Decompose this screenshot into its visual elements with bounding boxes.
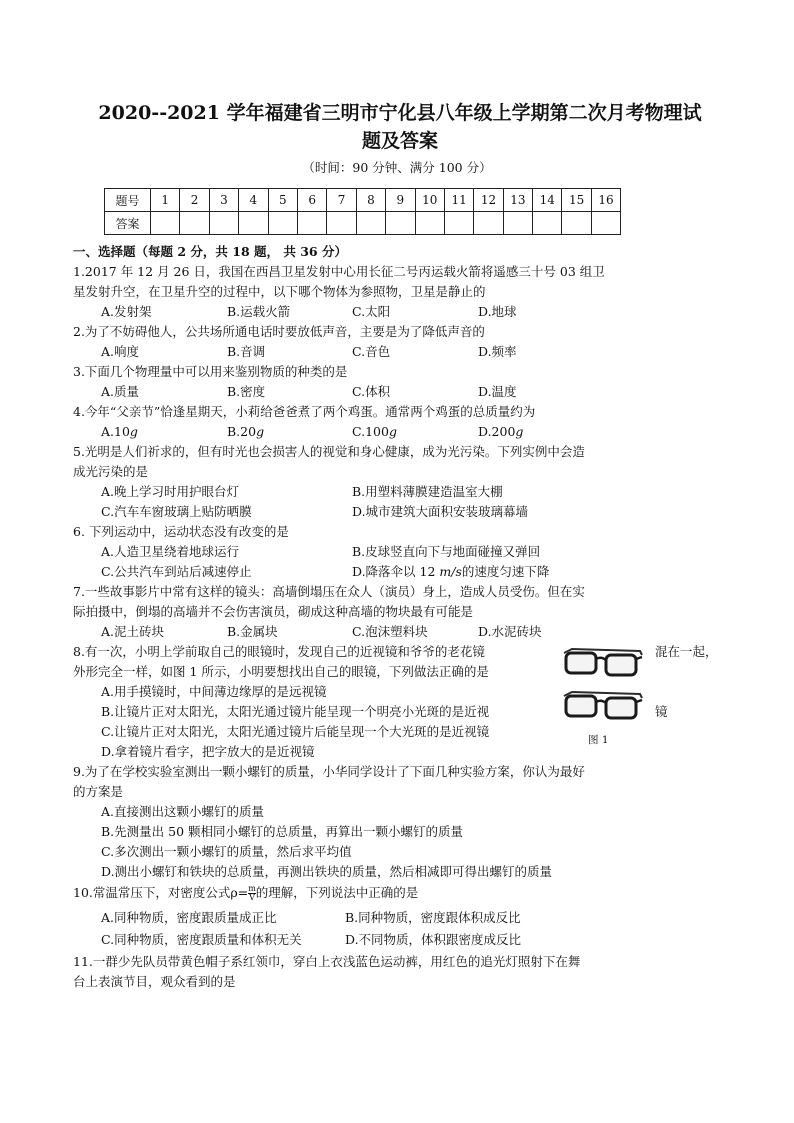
answer-cell[interactable] [444,212,473,235]
q4-option-b-value: B.20 [227,424,257,439]
question-number: 2 [180,189,209,212]
question-number: 10 [415,189,444,212]
answer-cell[interactable] [591,212,620,235]
q9-option-b: B.先测量出 50 颗相同小螺钉的总质量，再算出一颗小螺钉的质量 [101,824,464,839]
q8-stem-line1: 8.有一次，小明上学前取自己的眼镜时，发现自己的近视镜和爷爷的老花镜 [73,644,485,659]
fraction-denominator: V [249,893,255,902]
q5-stem-line1: 5.光明是人们祈求的，但有时光也会损害人的视觉和身心健康，成为光污染。下列实例中会造 [73,444,585,459]
gram-unit: g [256,424,265,439]
row-header-number: 题号 [105,189,151,212]
section-heading: 一、选择题（每题 2 分，共 18 题， 共 36 分） [73,244,347,259]
answer-cell[interactable] [503,212,532,235]
q2-option-b: B.音调 [227,344,266,359]
answer-cell[interactable] [562,212,591,235]
speed-unit: m/s [439,564,462,579]
q11-stem-line2: 台上表演节目，观众看到的是 [73,974,236,989]
q4-option-c [352,422,397,442]
answer-cell[interactable] [180,212,209,235]
question-number: 4 [239,189,268,212]
q1-stem-line2: 星发射升空，在卫星升空的过程中，以下哪个物体为参照物，卫星是静止的 [73,284,486,299]
answer-cell[interactable] [356,212,385,235]
q4-stem: 4.今年“父亲节”恰逢星期天，小莉给爸爸煮了两个鸡蛋。通常两个鸡蛋的总质量约为 [73,404,536,419]
row-header-answer: 答案 [105,212,151,235]
density-formula-fraction [248,885,256,902]
q6-option-b: B.皮球竖直向下与地面碰撞又弹回 [352,544,541,559]
answer-cell[interactable] [209,212,238,235]
q5-option-d: D.城市建筑大面积安装玻璃幕墙 [352,504,529,519]
q6-option-d-suffix: 的速度匀速下降 [461,564,550,579]
glasses-icon [562,688,644,722]
answer-cell[interactable] [386,212,415,235]
q8-option-a: A.用手摸镜时，中间薄边缘厚的是远视镜 [101,684,327,699]
q4-option-c-value: C.100 [352,424,389,439]
q5-option-b: B.用塑料薄膜建造温室大棚 [352,484,503,499]
q2-option-d: D.频率 [478,344,517,359]
answer-cell[interactable] [297,212,326,235]
q3-option-a: A.质量 [101,384,140,399]
q3-option-d: D.温度 [478,384,517,399]
q7-option-a: A.泥土砖块 [101,624,165,639]
question-number: 16 [591,189,620,212]
q1-option-b: B.运载火箭 [227,304,291,319]
q6-option-d [352,562,549,582]
answer-cell[interactable] [474,212,503,235]
q10-stem-suffix: 的理解，下列说法中正确的是 [255,885,419,900]
q1-option-c: C.太阳 [352,304,391,319]
answer-cell[interactable] [239,212,268,235]
question-number: 8 [356,189,385,212]
q8-option-d: D.拿着镜片看字，把字放大的是近视镜 [101,744,315,759]
q2-stem: 2.为了不妨碍他人，公共场所通电话时要放低声音，主要是为了降低声音的 [73,324,485,339]
question-number: 7 [327,189,356,212]
q9-stem-line1: 9.为了在学校实验室测出一颗小螺钉的质量，小华同学设计了下面几种实验方案，你认为最好 [73,764,585,779]
question-number: 11 [444,189,473,212]
q10-option-d: D.不同物质，体积跟密度成反比 [345,932,522,947]
q10-option-a: A.同种物质，密度跟质量成正比 [101,910,277,925]
glasses-icon [562,645,644,679]
answer-table-answer-row [105,212,621,235]
q5-option-c: C.汽车车窗玻璃上贴防晒膜 [101,504,252,519]
q4-option-d-value: D.200 [478,424,516,439]
q4-option-a-value: A.10 [101,424,130,439]
fraction-numerator: m [248,884,256,893]
question-number: 14 [533,189,562,212]
question-number: 13 [503,189,532,212]
answer-table [104,188,621,235]
q2-option-a: A.响度 [101,344,140,359]
q9-option-c: C.多次测出一颗小螺钉的质量，然后求平均值 [101,844,352,859]
q5-stem-line2: 成光污染的是 [73,464,149,479]
question-number: 12 [474,189,503,212]
gram-unit: g [515,424,524,439]
exam-title-line2: 题及答案 [361,130,438,152]
q8-option-b: B.让镜片正对太阳光，太阳光通过镜片能呈现一个明亮小光斑的是近视 [101,704,490,719]
q10-option-b: B.同种物质，密度跟体积成反比 [345,910,521,925]
q8-stem-line2: 外形完全一样，如图 1 所示，小明要想找出自己的眼镜，下列做法正确的是 [73,664,489,679]
question-number: 15 [562,189,591,212]
q10-stem [73,883,418,903]
q9-option-d: D.测出小螺钉和铁块的总质量，再测出铁块的质量，然后相减即可得出螺钉的质量 [101,864,553,879]
q4-option-a [101,422,138,442]
answer-cell[interactable] [327,212,356,235]
q1-stem-line1: 1.2017 年 12 月 26 日，我国在西昌卫星发射中心用长征二号丙运载火箭将遥感三十号 03 组卫 [73,264,605,279]
q9-stem-line2: 的方案是 [73,784,124,799]
q6-option-d-prefix: D.降落伞以 12 [352,564,440,579]
q10-option-c: C.同种物质，密度跟质量和体积无关 [101,932,302,947]
q6-option-a: A.人造卫星绕着地球运行 [101,544,240,559]
q3-option-b: B.密度 [227,384,266,399]
q4-option-d [478,422,523,442]
q4-option-b [227,422,264,442]
q9-option-a: A.直接测出这颗小螺钉的质量 [101,804,265,819]
q2-option-c: C.音色 [352,344,391,359]
q10-stem-prefix: 10.常温常压下，对密度公式ρ= [73,885,249,900]
exam-subtitle: （时间：90 分钟、满分 100 分） [302,160,492,175]
q1-option-d: D.地球 [478,304,517,319]
question-number: 1 [151,189,180,212]
gram-unit: g [129,424,138,439]
q8-stem-line1-tail: 混在一起， [655,644,718,659]
q7-option-b: B.金属块 [227,624,278,639]
question-number: 3 [209,189,238,212]
q1-option-a: A.发射架 [101,304,152,319]
q7-stem-line1: 7.一些故事影片中常有这样的镜头：高墙倒塌压在众人（演员）身上，造成人员受伤。但在实 [73,584,585,599]
answer-cell[interactable] [415,212,444,235]
q5-option-a: A.晚上学习时用护眼台灯 [101,484,240,499]
q11-stem-line1: 11.一群少先队员带黄色帽子系红领巾，穿白上衣浅蓝色运动裤，用红色的追光灯照射下在舞 [73,954,581,969]
q6-stem: 6. 下列运动中，运动状态没有改变的是 [73,524,289,539]
question-number: 5 [268,189,297,212]
q8-option-c: C.让镜片正对太阳光，太阳光通过镜片后能呈现一个大光斑的是近视镜 [101,724,490,739]
answer-cell[interactable] [151,212,180,235]
answer-table-number-row [105,189,621,212]
q7-option-d: D.水泥砖块 [478,624,542,639]
q3-stem: 3.下面几个物理量中可以用来鉴别物质的种类的是 [73,364,348,379]
answer-cell[interactable] [533,212,562,235]
q6-option-c: C.公共汽车到站后减速停止 [101,564,252,579]
answer-cell[interactable] [268,212,297,235]
q3-option-c: C.体积 [352,384,391,399]
q8-option-b-tail: 镜 [655,704,668,719]
question-number: 9 [386,189,415,212]
q7-stem-line2: 际拍摄中，倒塌的高墙并不会伤害演员，砌成这种高墙的物块最有可能是 [73,604,474,619]
figure-caption: 图 1 [588,734,609,746]
exam-title-line1: 2020--2021 学年福建省三明市宁化县八年级上学期第二次月考物理试 [98,102,702,124]
q7-option-c: C.泡沫塑料块 [352,624,428,639]
gram-unit: g [388,424,397,439]
question-number: 6 [297,189,326,212]
